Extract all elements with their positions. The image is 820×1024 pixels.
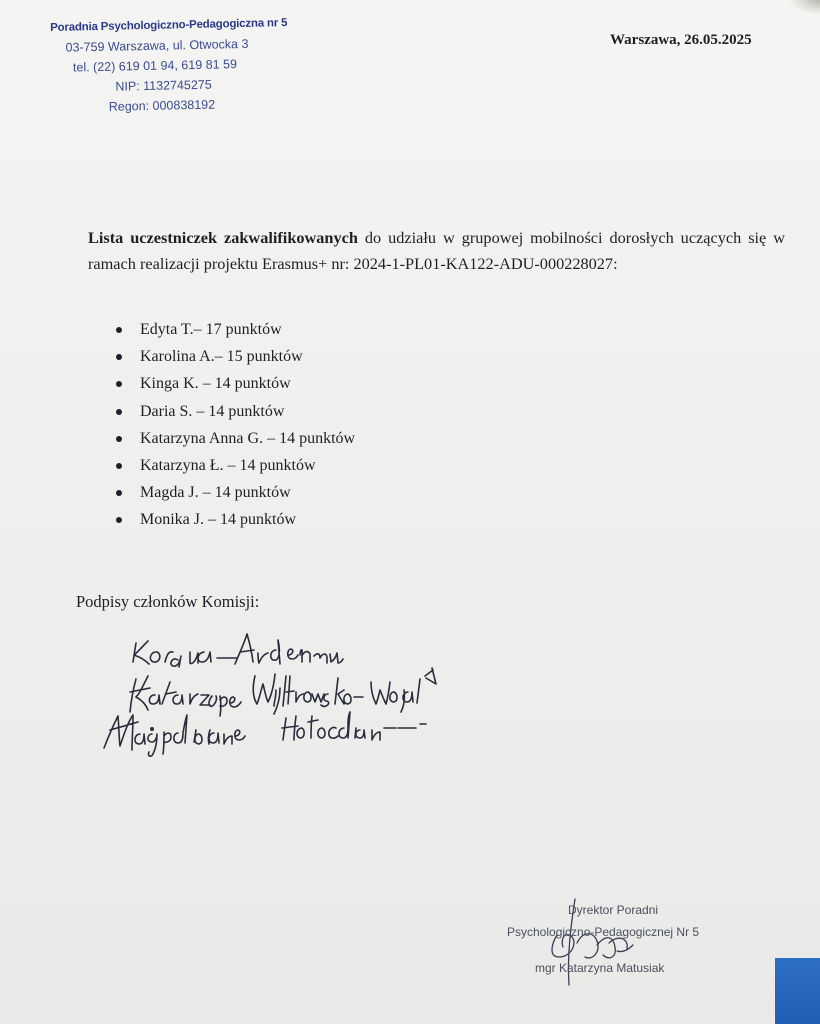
participant-entry: Katarzyna Ł. – 14 punktów	[140, 456, 316, 474]
institution-phone: tel. (22) 619 01 94, 619 81 59	[72, 57, 238, 75]
signature-2	[130, 668, 436, 716]
document-date: Warszawa, 26.05.2025	[610, 32, 752, 48]
institution-address: 03-759 Warszawa, ul. Otwocka 3	[65, 36, 249, 55]
participant-entry: Monika J. – 14 punktów	[140, 511, 296, 529]
participant-entry: Kinga K. – 14 punktów	[140, 375, 291, 393]
background-object	[775, 958, 820, 1024]
director-title: Dyrektor Poradni	[568, 903, 659, 917]
intro-bold: Lista uczestniczek zakwalifikowanych	[88, 228, 358, 247]
institution-nip: NIP: 1132745275	[115, 77, 212, 94]
signatures-label: Podpisy członków Komisji:	[76, 592, 260, 611]
participant-entry: Daria S. – 14 punktów	[140, 402, 285, 420]
signature-3	[104, 712, 426, 756]
signature-1	[133, 634, 343, 667]
participant-entry: Edyta T.– 17 punktów	[140, 321, 282, 338]
institution-regon: Regon: 000838192	[108, 97, 216, 114]
institution-name: Poradnia Psychologiczno-Pedagogiczna nr 5	[50, 17, 288, 34]
intro-rest: do udziału w grupowej mobilności dorosłych uczących się w ramach realizacji projektu Erasmus+ nr: 2024-1-PL01-KA122-ADU-000228027:	[88, 228, 786, 273]
participant-entry: Magda J. – 14 punktów	[140, 484, 291, 502]
participant-entry: Karolina A.– 15 punktów	[140, 348, 303, 366]
participant-entry: Katarzyna Anna G. – 14 punktów	[140, 429, 356, 447]
director-name: mgr Katarzyna Matusiak	[535, 961, 665, 975]
director-institution: Psychologiczno-Pedagogicznej Nr 5	[507, 925, 700, 939]
